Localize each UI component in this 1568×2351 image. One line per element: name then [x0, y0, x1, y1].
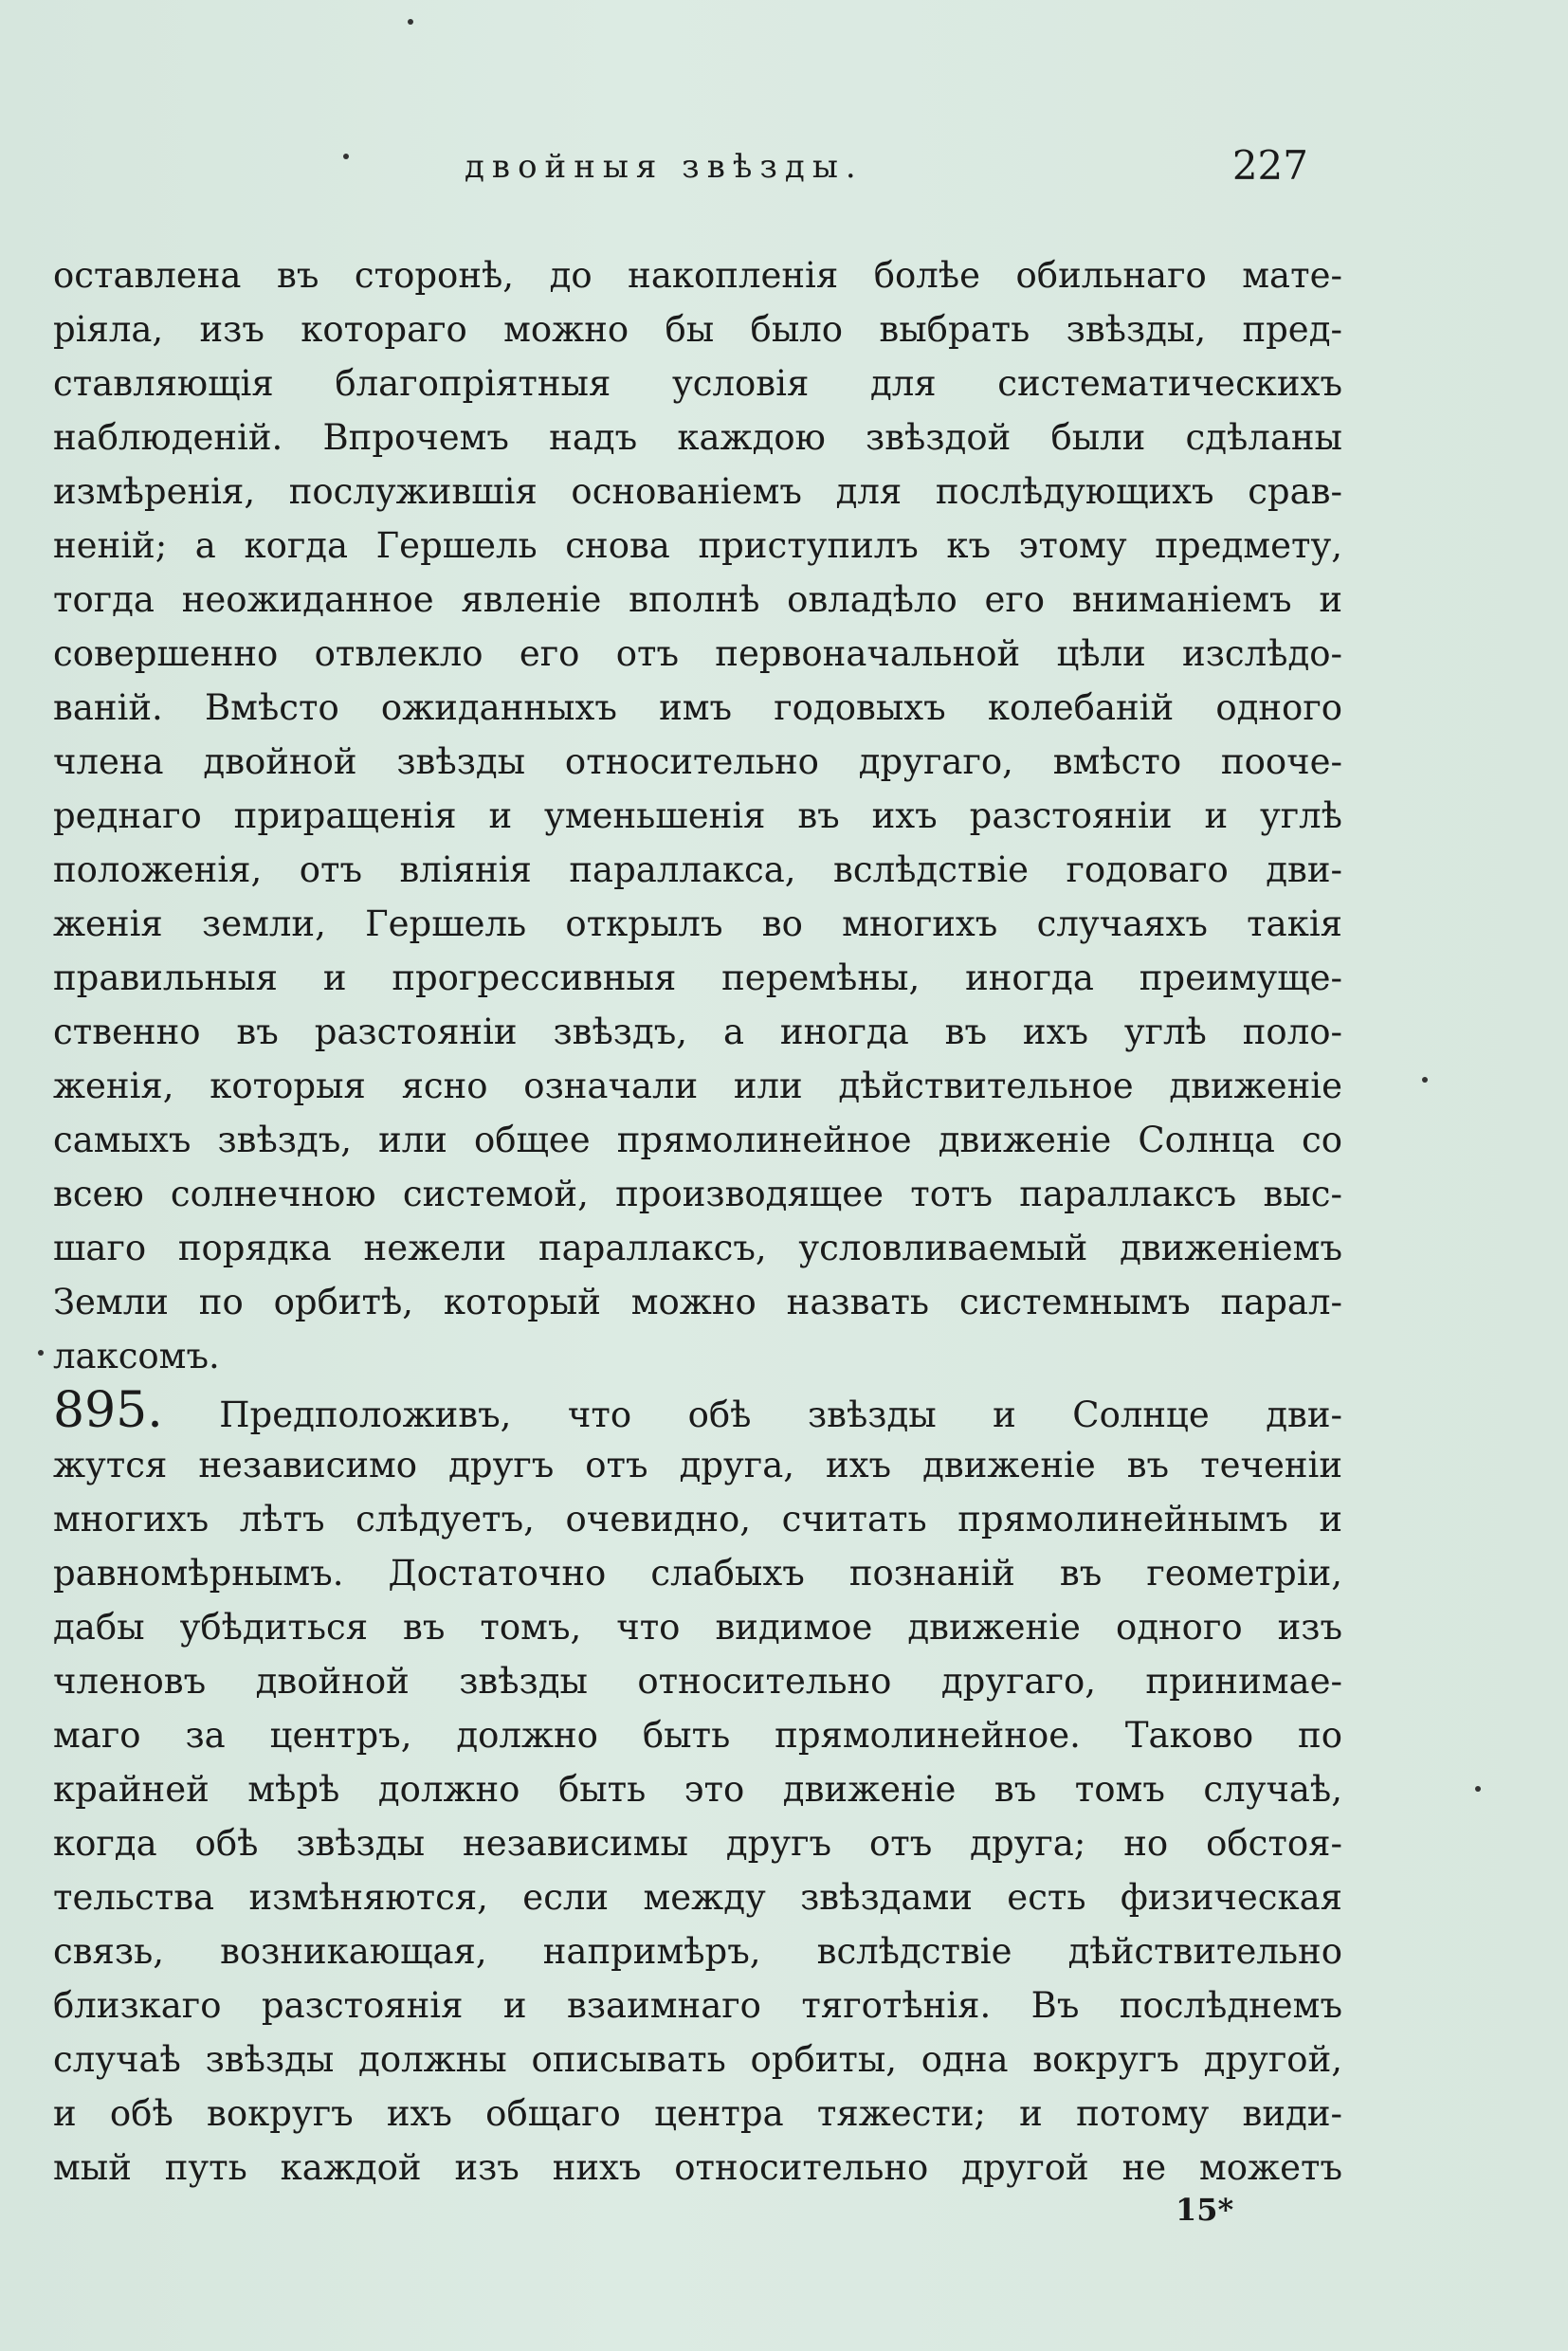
- paragraph-2: [53, 1384, 1342, 2195]
- text-line: шаго порядка нежели параллаксъ, условливаемый движеніемъ: [53, 1228, 1342, 1268]
- text-line: членовъ двойной звѣзды относительно другаго, принимае-: [53, 1661, 1342, 1702]
- ink-speck: [38, 1350, 44, 1356]
- text-line: ваній. Вмѣсто ожиданныхъ имъ годовыхъ колебаній одного: [53, 687, 1342, 728]
- text-line: наблюденій. Впрочемъ надъ каждою звѣздой были сдѣланы: [53, 417, 1342, 458]
- text-line: Земли по орбитѣ, который можно назвать системнымъ парал-: [53, 1282, 1342, 1322]
- signature-mark: 15*: [1176, 2192, 1234, 2228]
- text-line: многихъ лѣтъ слѣдуетъ, очевидно, считать прямолинейнымъ и: [53, 1499, 1342, 1540]
- text-line: маго за центръ, должно быть прямолинейное. Таково по: [53, 1715, 1342, 1756]
- text-line: женія, которыя ясно означали или дѣйствительное движеніе: [53, 1066, 1342, 1106]
- text-line: совершенно отвлекло его отъ первоначальной цѣли изслѣдо-: [53, 633, 1342, 674]
- paragraph-1: [53, 248, 1342, 1383]
- text-line: самыхъ звѣздъ, или общее прямолинейное движеніе Солнца со: [53, 1120, 1342, 1160]
- text-line: связь, возникающая, напримѣръ, вслѣдствіе дѣйствительно: [53, 1931, 1342, 1972]
- text-line: положенія, отъ вліянія параллакса, вслѣдствіе годоваго дви-: [53, 849, 1342, 890]
- paragraph-first-line: Предположивъ, что обѣ звѣзды и Солнце дви-: [219, 1394, 1342, 1435]
- running-title: двойныя звѣзды.: [465, 148, 864, 186]
- ink-speck: [408, 19, 413, 25]
- text-line: тельства измѣняются, если между звѣздами есть физическая: [53, 1877, 1342, 1918]
- text-line: правильныя и прогрессивныя перемѣны, иногда преимуще-: [53, 957, 1342, 998]
- text-line: случаѣ звѣзды должны описывать орбиты, одна вокругъ другой,: [53, 2039, 1342, 2080]
- text-line: оставлена въ сторонѣ, до накопленія болѣе обильнаго мате-: [53, 255, 1342, 296]
- text-line: и обѣ вокругъ ихъ общаго центра тяжести; и потому види-: [53, 2093, 1342, 2134]
- paragraph-number: 895.: [53, 1384, 163, 1438]
- text-line: ственно въ разстояніи звѣздъ, а иногда въ ихъ углѣ поло-: [53, 1011, 1342, 1052]
- text-line: крайней мѣрѣ должно быть это движеніе въ томъ случаѣ,: [53, 1769, 1342, 1810]
- page-number: 227: [1231, 142, 1308, 189]
- text-line: реднаго приращенія и уменьшенія въ ихъ разстояніи и углѣ: [53, 795, 1342, 836]
- text-line: ставляющія благопріятныя условія для систематическихъ: [53, 363, 1342, 404]
- text-line: женія земли, Гершель открылъ во многихъ случаяхъ такія: [53, 903, 1342, 944]
- text-line: ріяла, изъ котораго можно бы было выбрать звѣзды, пред-: [53, 309, 1342, 350]
- text-line: измѣренія, послужившія основаніемъ для послѣдующихъ срав-: [53, 471, 1342, 512]
- ink-speck: [1475, 1786, 1481, 1792]
- text-line: члена двойной звѣзды относительно другаго, вмѣсто пооче-: [53, 741, 1342, 782]
- text-line: тогда неожиданное явленіе вполнѣ овладѣло его вниманіемъ и: [53, 579, 1342, 620]
- text-line: когда обѣ звѣзды независимы другъ отъ друга; но обстоя-: [53, 1823, 1342, 1864]
- ink-speck: [1422, 1077, 1428, 1083]
- ink-speck: [343, 154, 349, 159]
- text-line: лаксомъ.: [53, 1336, 220, 1376]
- page-header: [57, 142, 1308, 199]
- text-line: всею солнечною системой, производящее тотъ параллаксъ выс-: [53, 1174, 1342, 1214]
- text-line: равномѣрнымъ. Достаточно слабыхъ познаній въ геометріи,: [53, 1553, 1342, 1594]
- text-line: мый путь каждой изъ нихъ относительно другой не можетъ: [53, 2147, 1342, 2188]
- text-line: дабы убѣдиться въ томъ, что видимое движеніе одного изъ: [53, 1607, 1342, 1648]
- text-line: близкаго разстоянія и взаимнаго тяготѣнія. Въ послѣднемъ: [53, 1985, 1342, 2026]
- text-line-first: [53, 1384, 1342, 1438]
- text-line: неній; а когда Гершель снова приступилъ къ этому предмету,: [53, 525, 1342, 566]
- text-line: жутся независимо другъ отъ друга, ихъ движеніе въ теченіи: [53, 1445, 1342, 1485]
